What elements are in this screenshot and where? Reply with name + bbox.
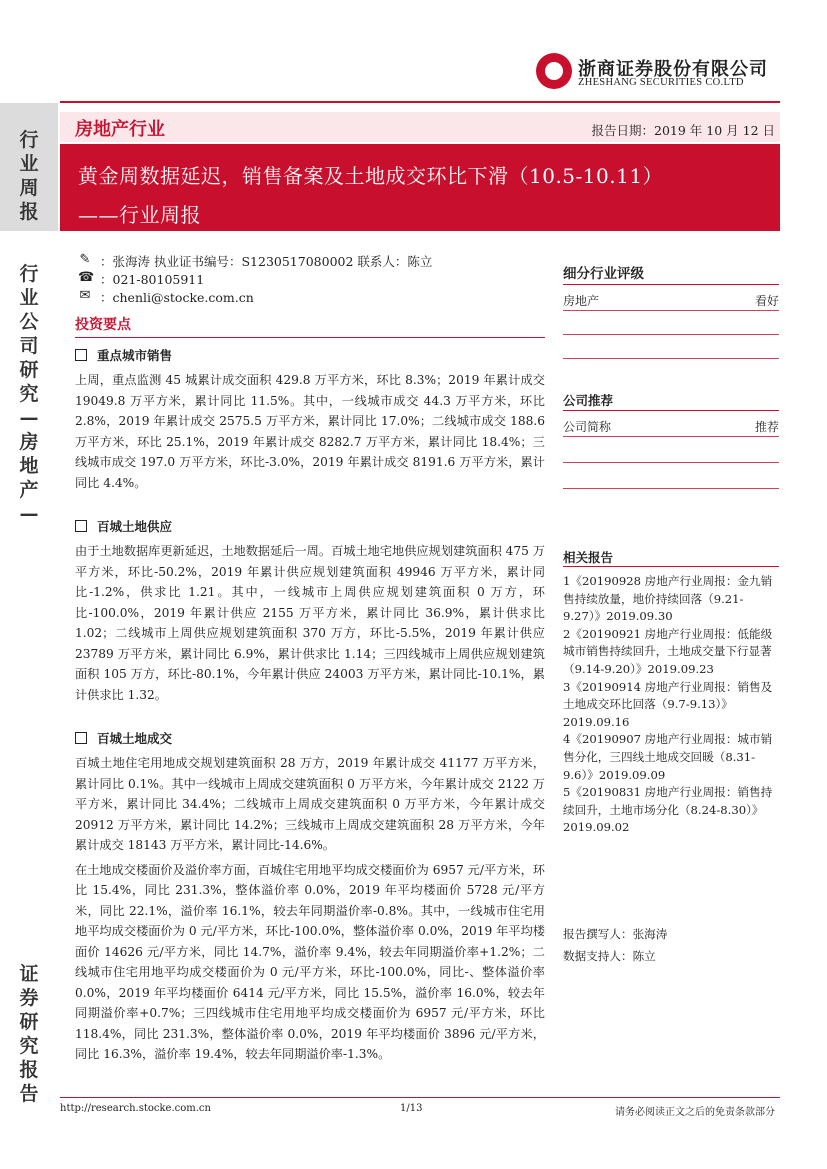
sidebar-char: 公 (19, 311, 39, 333)
phone-icon: ☎ (78, 270, 95, 285)
company-name-cn: 浙商证券股份有限公司 (578, 59, 768, 80)
related-reports-list (563, 573, 779, 837)
report-title: 黄金周数据延迟，销售备案及土地成交环比下滑（10.5-10.11） (78, 164, 664, 188)
report-subtitle: ——行业周报 (78, 203, 201, 227)
sidebar-char: 证 (19, 963, 39, 985)
sidebar-char: 产 (19, 479, 39, 501)
sidebar-char: — (19, 503, 39, 525)
sidebar-char: 行 (19, 129, 39, 151)
sidebar-char: 业 (19, 287, 39, 309)
sidebar-char: 报 (19, 201, 39, 223)
pen-icon: ✎ (79, 252, 91, 267)
rating-row (563, 292, 779, 309)
table-rule (563, 488, 779, 489)
section-heading-text: 百城土地供应 (97, 519, 173, 534)
sidebar-char: 业 (19, 153, 39, 175)
recommend-col-rating: 推荐 (754, 420, 779, 434)
table-rule (563, 436, 779, 437)
related-report-item[interactable]: 2《20190921 房地产行业周报：低能级城市销售持续回升，土地成交量下行显著（9.14-9.20）》2019.09.23 (563, 626, 773, 676)
phone-line: ：021-80105911 (100, 272, 205, 287)
report-contributors (563, 923, 779, 967)
rating-rule (563, 284, 779, 285)
sidebar-category (0, 262, 58, 526)
sidebar-char: 司 (19, 335, 39, 357)
company-name-en: ZHESHANG SECURITIES CO.LTD (578, 77, 744, 88)
sidebar-char: 报 (19, 1059, 39, 1081)
related-report-item[interactable]: 5《20190831 房地产行业周报：销售持续回升，土地市场分化（8.24-8.30）》2019.09.02 (563, 785, 773, 835)
paragraph: 上周，重点监测 45 城累计成交面积 429.8 万平方米，环比 8.3%；2019 年累计成交 19049.8 万平方米，累计同比 11.5%。其中，一线城市成交 44.3 万平方米，环比 2.8%，2019 年累计成交 2575.5 万平方米，累计同比 17.0%；二线城市成交 188.6 万平方米，环比 25.1%，2019 年累计成交 8282.7 万平方米，累计同比 18.4%；三线城市成交 197.0 万平方米，环比-3.0%，2019 年累计成交 8191.6 万平方米，累计同比 4.4%。 (75, 373, 545, 490)
section-heading (75, 729, 545, 747)
rating-value: 看好 (754, 294, 779, 308)
analyst-line: ：张海涛 执业证书编号：S1230517080002 联系人：陈立 (100, 254, 433, 269)
email-line[interactable]: ：chenli@stocke.com.cn (100, 290, 254, 305)
section-heading (75, 346, 545, 364)
key-points-heading: 投资要点 (75, 314, 545, 338)
table-rule (563, 358, 779, 359)
sidebar-char: 周 (19, 177, 39, 199)
table-rule (563, 310, 779, 311)
mail-icon: ✉ (79, 288, 91, 303)
logo-mark-icon (536, 53, 572, 89)
sidebar-char: 研 (19, 1011, 39, 1033)
recommend-heading: 公司推荐 (563, 393, 614, 408)
footer-disclaimer: 请务必阅读正文之后的免责条款部分 (615, 1107, 775, 1118)
sidebar-char: 行 (19, 263, 39, 285)
related-rule (563, 566, 779, 567)
sidebar-doc-type (0, 962, 58, 1106)
recommend-header-row (563, 418, 779, 435)
related-heading: 相关报告 (563, 550, 614, 565)
sidebar-char: — (19, 407, 39, 429)
section-heading (75, 517, 545, 535)
recommend-col-company: 公司简称 (563, 420, 612, 434)
recommend-rule (563, 410, 779, 411)
related-report-item[interactable]: 1《20190928 房地产行业周报：金九销售持续放量，地价持续回落（9.21-9.27）》2019.09.30 (563, 574, 773, 624)
report-writer: 报告撰写人：张海涛 (563, 927, 668, 941)
table-rule (563, 334, 779, 335)
rating-sector: 房地产 (563, 294, 600, 308)
paragraph: 在土地成交楼面价及溢价率方面，百城住宅用地平均成交楼面价为 6957 元/平方米，环比 15.4%，同比 231.3%，整体溢价率 0.0%，2019 年平均楼面价 5728 元/平方米，同比 22.1%，溢价率 16.1%，较去年同期溢价率-0.8%。其中，一线城市住宅用地平均成交楼面价为 0 元/平方米，环比-100.0%，整体溢价率 0.0%，2019 年平均楼面价 14626 元/平方米，同比 14.7%，溢价率 9.4%，较去年同期溢价率+1.2%；二线城市住宅用地平均成交楼面价为 0 元/平方米，环比-100.0%，同比-、整体溢价率 0.0%，2019 年平均楼面价 6414 元/平方米，同比 15.5%，溢价率 16.0%，较去年同期溢价率+0.7%；三四线城市住宅用地平均成交楼面价为 6957 元/平方米，环比 118.4%，同比 231.3%，整体溢价率 0.0%，2019 年平均楼面价 3896 元/平方米，同比 16.3%，溢价率 19.4%，较去年同期溢价率-1.3%。 (75, 862, 545, 1061)
sidebar-char: 地 (19, 455, 39, 477)
footer-divider (60, 1097, 780, 1098)
company-logo (536, 53, 776, 95)
sidebar-char: 究 (19, 1035, 39, 1057)
section-heading-text: 百城土地成交 (97, 731, 173, 746)
industry-label: 房地产行业 (75, 119, 165, 140)
sidebar-report-type (0, 128, 58, 224)
footer-url[interactable]: http://research.stocke.com.cn (60, 1103, 211, 1114)
page-number: 1/13 (400, 1103, 423, 1114)
checkbox-icon (75, 732, 87, 744)
related-report-item[interactable]: 4《20190907 房地产行业周报：城市销售分化，三四线土地成交回暖（8.31-9.6）》2019.09.09 (563, 732, 773, 782)
section-heading-text: 重点城市销售 (97, 348, 173, 363)
checkbox-icon (75, 520, 87, 532)
sidebar-char: 究 (19, 383, 39, 405)
sidebar-char: 告 (19, 1083, 39, 1105)
sidebar-char: 房 (19, 431, 39, 453)
related-report-item[interactable]: 3《20190914 房地产行业周报：销售及土地成交环比回落（9.7-9.13）》2019.09.16 (563, 679, 773, 729)
data-supporter: 数据支持人：陈立 (563, 949, 656, 963)
report-date: 报告日期：2019 年 10 月 12 日 (591, 123, 775, 138)
paragraph: 由于土地数据库更新延迟，土地数据延后一周。百城土地宅地供应规划建筑面积 475 万平方米，环比-50.2%，2019 年累计供应规划建筑面积 49946 万平方米，累计同比-1.2%，供求比 1.21。其中，一线城市上周供应规划建筑面积 0 万方，环比-100.0%，2019 年累计供应 2155 万平方米，累计同比 36.9%，累计供求比 1.02；二线城市上周供应规划建筑面积 370 万方，环比-5.5%，2019 年累计供应 23789 万平方米，累计同比 6.9%，累计供求比 1.14；三四线城市上周供应规划建筑面积 105 万方，环比-80.1%，今年累计供应 24003 万平方米，累计同比-10.1%，累计供求比 1.32。 (75, 544, 545, 702)
checkbox-icon (75, 349, 87, 361)
rating-heading: 细分行业评级 (563, 266, 644, 282)
table-rule (563, 462, 779, 463)
header-divider (60, 101, 780, 103)
paragraph: 百城土地住宅用地成交规划建筑面积 28 万方，2019 年累计成交 41177 万平方米，累计同比 0.1%。其中一线城市上周成交建筑面积 0 万平方米，今年累计成交 2122 万平方米，累计同比 34.4%；二线城市上周成交建筑面积 0 万平方米，今年累计成交 20912 万平方米，累计同比 14.2%；三线城市上周成交建筑面积 28 万平方米，今年累计成交 18143 万平方米，累计同比-14.6%。 (75, 756, 545, 852)
sidebar-char: 券 (19, 987, 39, 1009)
main-content (75, 314, 545, 1065)
sidebar-char: 研 (19, 359, 39, 381)
